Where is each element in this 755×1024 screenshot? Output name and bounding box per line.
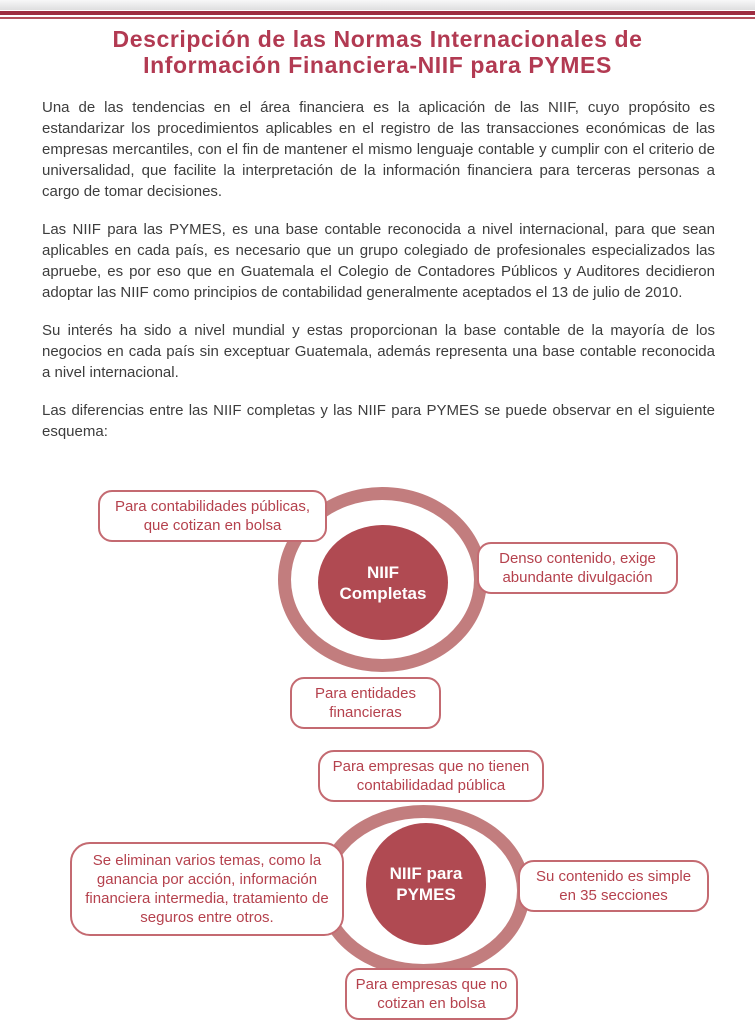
paragraph: Su interés ha sido a nivel mundial y estas proporcionan la base contable de la mayoría de los negocios en cada país sin exceptuar Guatemala, además representa una base contable reconocida a nivel internacional. [42,322,715,381]
callout-denso-contenido [477,542,678,594]
header-rule-thin [0,17,755,19]
callout-text: Para entidades financieras [315,685,416,721]
callout-entidades-financieras [290,677,441,729]
header-rule-thick [0,11,755,15]
callout-contenido-simple [518,860,709,912]
top-gradient-band [0,0,755,10]
paragraph: Las NIIF para las PYMES, es una base contable reconocida a nivel internacional, para que sean aplicables en cada país, es necesario que un grupo colegiado de profesionales especializados las apruebe, es por eso que en Guatemala el Colegio de Contadores Públicos y Auditores decidieron adoptar las NIIF como principios de contabilidad generalmente aceptados el 13 de julio de 2010. [42,221,715,301]
body-copy [42,97,715,459]
callout-no-cotizan-bolsa [345,968,518,1020]
callout-text: Se eliminan varios temas, como la ganancia por acción, información financiera intermedia, tratamiento de seguros entre otros. [85,852,329,926]
page-title-line2: Información Financiera-NIIF para PYMES [143,52,612,78]
center-circle-label: NIIF para PYMES [389,864,463,904]
callout-text: Denso contenido, exige abundante divulgación [499,550,656,586]
callout-text: Para empresas que no tienen contabilidadad pública [332,758,530,794]
page-title [0,26,755,78]
callout-temas-eliminados [70,842,344,936]
callout-sin-contabilidad-publica [318,750,544,802]
callout-contabilidades-publicas [98,490,327,542]
callout-text: Para empresas que no cotizan en bolsa [355,976,508,1012]
paragraph: Una de las tendencias en el área financiera es la aplicación de las NIIF, cuyo propósito es estandarizar los procedimientos aplicables en el registro de las transacciones económicas de las empresas mercantiles, con el fin de mantener el mismo lenguaje contable y cumplir con el criterio de universalidad, que facilite la interpretación de la información financiera para terceras personas a cargo de tomar decisiones. [42,99,715,200]
callout-text: Su contenido es simple en 35 secciones [535,868,692,904]
callout-text: Para contabilidades públicas, que cotizan en bolsa [114,498,311,534]
center-circle-niif-completas [318,525,448,640]
center-circle-label: NIIF Completas [339,562,427,603]
page-title-line1: Descripción de las Normas Internacionales de [112,26,643,52]
paragraph: Las diferencias entre las NIIF completas y las NIIF para PYMES se puede observar en el siguiente esquema: [42,402,715,440]
center-circle-niif-pymes [366,823,486,945]
